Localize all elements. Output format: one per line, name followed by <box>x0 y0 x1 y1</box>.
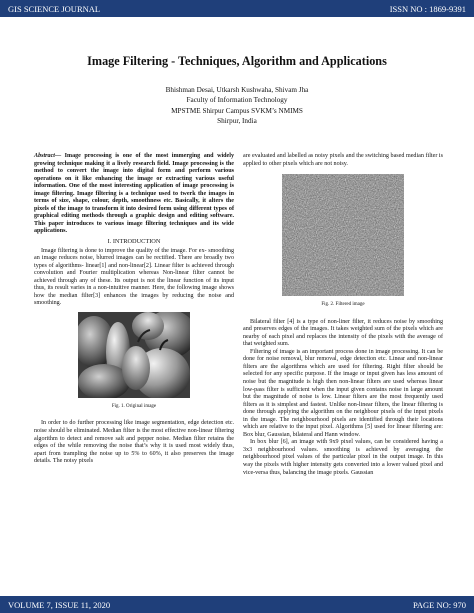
paper-title: Image Filtering - Techniques, Algorithm and Applications <box>87 54 387 68</box>
abstract-label: Abstract <box>34 153 55 159</box>
page-number: PAGE NO: 970 <box>412 600 466 610</box>
affiliation-faculty: Faculty of Information Technology <box>186 96 288 105</box>
issn-number: ISSN NO : 1869-9391 <box>389 4 466 14</box>
box-blur-paragraph: In box blur [6], an image with 9x9 pixel values, can be considered having a 3x3 neighbourhood values. smoothing is achieved by averaging the neighbourhood pixel values of the particular pixel in the output image. In this way the pixels with higher intensity gets converted into a lower valued pixel and vice-versa thus, balancing the image pixels. Gaussian <box>243 439 443 476</box>
abstract <box>34 153 234 236</box>
filtering-overview-paragraph: Filtering of image is an important process done in image processing. It can be done for noise removal, blur removal, edge detection etc. Linear and non-linear filters are the algorithms which are used for filtering. Right filter should be selected for any specific purpose. If the image or input given has less amount of noise but the magnitude is high then non-linear filters are used whereas linear low-pass filter is sufficient when the input given contains noise in large amount but the magnitude of noise is low. Linear filters are the most frequently used filters as it is simplest and fastest. Unlike non-linear filters, the linear filtering is done through applying the algorithm on the neighbour pixels of the input pixels in the image. The neighbourhood pixels are identified through their locations which are relative to the input pixel. Algorithms [5] used for linear filtering are: Box blur, Gaussian, bilateral and Hann window. <box>243 348 443 438</box>
affiliation-campus: MPSTME Shirpur Campus SVKM’s NMIMS <box>171 106 303 115</box>
figure-2-caption: Fig. 2. Filtered image <box>321 302 365 308</box>
right-column <box>243 153 443 477</box>
left-column <box>34 153 234 466</box>
original-image-figure <box>78 312 190 398</box>
journal-header-bar <box>0 0 474 17</box>
section-heading-introduction: I. INTRODUCTION <box>107 238 161 246</box>
bilateral-filter-paragraph: Bilateral filter [4] is a type of non-liner filter, it reduces noise by smoothing and preserves edges of the images. It takes weighted sum of the pixels which are nearby of each pixel and replaces the intensity of the pixels with the average of that weighted sum. <box>243 318 443 348</box>
abstract-text: — Image processing is one of the most immerging and widely growing technique making it a lively research field. Image processing is the method to convert the image into digital form and perform various operations on it like enhancing the image or extracting various useful information. One of the most interesting application of image processing is image filtering. Image filtering is a technique used to twerk the images in terms of size, shape, colour, depth, smoothness etc. Basically, it alters the pixels of the image to transform it into desired form using different types of graphical editing methods through a graphic design and editing software. This paper introduces to various image filtering techniques and its wide applications. <box>34 153 234 235</box>
intro-paragraph-1: Image filtering is done to improve the quality of the image. For ex- smoothing an image reduces noise, blurred images can be rectified. There are broadly two types of algorithms- linear[1] and non-linear[2]. Linear filter is achieved through convolution and Fourier multiplication whereas Non-linear filter cannot be achieved through any of these. Its output is not the linear function of its input thus, its result varies in a non-intuitive manner. Here, the following image shows how the median filter[3] enhances the images by reducing the noise and smoothing. <box>34 247 234 307</box>
affiliation-location: Shirpur, India <box>217 117 257 126</box>
figure-1-caption: Fig. 1. Original image <box>111 403 157 409</box>
filtered-image-figure <box>282 174 404 296</box>
journal-name: GIS SCIENCE JOURNAL <box>8 4 101 14</box>
author-block <box>0 85 474 127</box>
intro-paragraph-2: In order to do further processing like image segmentation, edge detection etc. noise should be eliminated. Median filter is the most effective non-linear filtering algorithm to detect and remove salt and pepper noise. Median filter retains the edges of the while removing the noise that’s why it is used most widely thus, apart from trampling the noise up to 5% to 60%, it also preserves the image details. The noisy pixels <box>34 420 234 465</box>
volume-issue: VOLUME 7, ISSUE 11, 2020 <box>8 600 111 610</box>
journal-footer-bar <box>0 596 474 613</box>
author-names: Bhishman Desai, Utkarsh Kushwaha, Shivam Jha <box>165 86 309 94</box>
paragraph-continued: are evaluated and labelled as noisy pixels and the switching based median filter is applied to other pixels which are not noisy. <box>243 153 443 167</box>
